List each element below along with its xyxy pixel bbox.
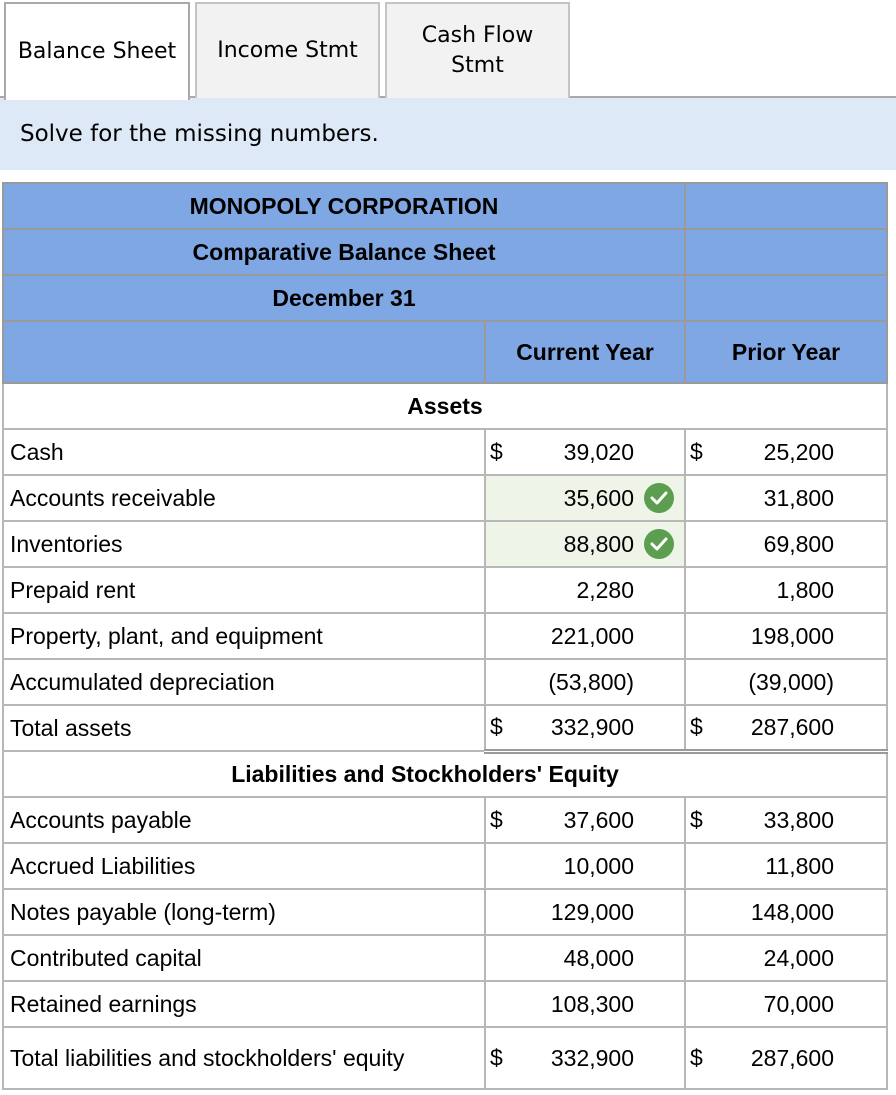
current-year-value bbox=[485, 843, 685, 889]
table-row bbox=[3, 705, 887, 751]
row-label: Accrued Liabilities bbox=[3, 843, 485, 889]
prior-year-value bbox=[685, 659, 887, 705]
current-year-value bbox=[485, 659, 685, 705]
column-header-prior: Prior Year bbox=[685, 321, 887, 383]
tab-bar bbox=[0, 0, 896, 98]
currency-symbol: $ bbox=[690, 713, 703, 740]
tab-label: Income Stmt bbox=[217, 38, 358, 63]
column-header-current: Current Year bbox=[485, 321, 685, 383]
current-year-value[interactable] bbox=[485, 521, 685, 567]
currency-symbol: $ bbox=[490, 806, 503, 833]
row-label: Retained earnings bbox=[3, 981, 485, 1027]
table-row bbox=[3, 429, 887, 475]
value-text: 108,300 bbox=[550, 990, 635, 1017]
tab-label: Balance Sheet bbox=[17, 39, 177, 64]
current-year-value bbox=[485, 981, 685, 1027]
value-text: 88,800 bbox=[563, 530, 635, 557]
value-text: 332,900 bbox=[550, 1044, 635, 1071]
row-label: Notes payable (long-term) bbox=[3, 889, 485, 935]
value-text: 39,020 bbox=[563, 438, 635, 465]
company-name: MONOPOLY CORPORATION bbox=[3, 183, 685, 229]
value-text: 1,800 bbox=[776, 576, 835, 603]
prior-year-value bbox=[685, 613, 887, 659]
prior-year-value bbox=[685, 889, 887, 935]
value-text: 48,000 bbox=[563, 944, 635, 971]
current-year-value bbox=[485, 613, 685, 659]
table-row bbox=[3, 521, 887, 567]
checkmark-icon bbox=[644, 529, 674, 559]
value-text: (53,800) bbox=[548, 668, 635, 695]
current-year-value bbox=[485, 705, 685, 751]
row-label: Accumulated depreciation bbox=[3, 659, 485, 705]
row-label: Property, plant, and equipment bbox=[3, 613, 485, 659]
value-text: 37,600 bbox=[563, 806, 635, 833]
tab-label: Cash Flow Stmt bbox=[421, 23, 534, 78]
statement-title: Comparative Balance Sheet bbox=[3, 229, 685, 275]
currency-symbol: $ bbox=[690, 1044, 703, 1071]
prior-year-value bbox=[685, 1027, 887, 1089]
value-text: (39,000) bbox=[748, 668, 835, 695]
value-text: 70,000 bbox=[763, 990, 835, 1017]
current-year-value bbox=[485, 1027, 685, 1089]
table-row bbox=[3, 475, 887, 521]
value-text: 198,000 bbox=[750, 622, 835, 649]
value-text: 24,000 bbox=[763, 944, 835, 971]
table-row bbox=[3, 935, 887, 981]
value-text: 287,600 bbox=[750, 713, 835, 740]
row-label: Accounts receivable bbox=[3, 475, 485, 521]
prior-year-value bbox=[685, 797, 887, 843]
currency-symbol: $ bbox=[490, 713, 503, 740]
prior-year-value bbox=[685, 843, 887, 889]
instructions: Solve for the missing numbers. bbox=[0, 98, 896, 170]
table-row bbox=[3, 843, 887, 889]
section-assets: Assets bbox=[3, 383, 887, 429]
value-text: 2,280 bbox=[576, 576, 635, 603]
table-row bbox=[3, 613, 887, 659]
row-label: Contributed capital bbox=[3, 935, 485, 981]
value-text: 31,800 bbox=[763, 484, 835, 511]
table-row bbox=[3, 1027, 887, 1089]
row-label: Total liabilities and stockholders' equity bbox=[3, 1027, 485, 1089]
currency-symbol: $ bbox=[490, 1044, 503, 1071]
tab-cash-flow-stmt[interactable] bbox=[385, 2, 570, 98]
prior-year-value bbox=[685, 935, 887, 981]
currency-symbol: $ bbox=[690, 806, 703, 833]
current-year-value bbox=[485, 567, 685, 613]
row-label: Cash bbox=[3, 429, 485, 475]
value-text: 287,600 bbox=[750, 1044, 835, 1071]
value-text: 69,800 bbox=[763, 530, 835, 557]
table-row bbox=[3, 981, 887, 1027]
checkmark-icon bbox=[644, 483, 674, 513]
statement-date: December 31 bbox=[3, 275, 685, 321]
value-text: 10,000 bbox=[563, 852, 635, 879]
value-text: 35,600 bbox=[563, 484, 635, 511]
table-row bbox=[3, 889, 887, 935]
current-year-value bbox=[485, 889, 685, 935]
row-label: Inventories bbox=[3, 521, 485, 567]
value-text: 11,800 bbox=[765, 852, 835, 879]
table-row bbox=[3, 797, 887, 843]
currency-symbol: $ bbox=[490, 438, 503, 465]
tab-balance-sheet[interactable] bbox=[4, 2, 190, 100]
prior-year-value bbox=[685, 705, 887, 751]
value-text: 33,800 bbox=[763, 806, 835, 833]
value-text: 332,900 bbox=[550, 713, 635, 740]
value-text: 25,200 bbox=[763, 438, 835, 465]
current-year-value bbox=[485, 935, 685, 981]
balance-sheet-table bbox=[2, 182, 886, 1090]
prior-year-value bbox=[685, 567, 887, 613]
row-label: Prepaid rent bbox=[3, 567, 485, 613]
table-row bbox=[3, 567, 887, 613]
prior-year-value bbox=[685, 429, 887, 475]
table-row bbox=[3, 659, 887, 705]
section-liabilities-equity: Liabilities and Stockholders' Equity bbox=[3, 751, 887, 797]
value-text: 148,000 bbox=[750, 898, 835, 925]
tab-income-stmt[interactable] bbox=[195, 2, 380, 98]
value-text: 221,000 bbox=[550, 622, 635, 649]
current-year-value bbox=[485, 797, 685, 843]
current-year-value[interactable] bbox=[485, 475, 685, 521]
value-text: 129,000 bbox=[550, 898, 635, 925]
row-label: Accounts payable bbox=[3, 797, 485, 843]
prior-year-value bbox=[685, 981, 887, 1027]
row-label: Total assets bbox=[3, 705, 485, 751]
currency-symbol: $ bbox=[690, 438, 703, 465]
current-year-value bbox=[485, 429, 685, 475]
prior-year-value bbox=[685, 475, 887, 521]
prior-year-value bbox=[685, 521, 887, 567]
